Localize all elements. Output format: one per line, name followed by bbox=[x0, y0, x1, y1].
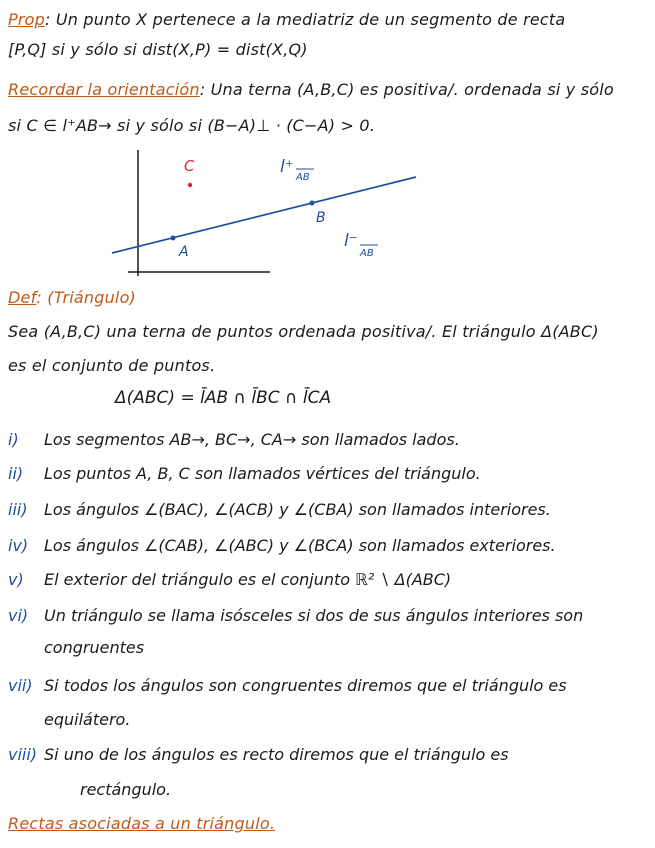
item-i-num: i) bbox=[8, 430, 19, 449]
def-title bbox=[8, 288, 136, 308]
half-plane-neg-label: l⁻ bbox=[344, 231, 358, 251]
item-iii-num: iii) bbox=[8, 500, 28, 519]
recordar-text-1: : Una terna (A,B,C) es positiva/. ordenada si y sólo bbox=[199, 80, 614, 99]
half-plane-pos-label: l⁺ bbox=[280, 157, 294, 177]
item-iii bbox=[8, 500, 551, 520]
item-iv-text: Los ángulos ∠(CAB), ∠(ABC) y ∠(BCA) son llamados exteriores. bbox=[44, 536, 556, 555]
point-c-label: C bbox=[184, 157, 195, 175]
item-ii-num: ii) bbox=[8, 464, 24, 483]
item-iv bbox=[8, 536, 556, 556]
item-vi bbox=[8, 606, 583, 626]
prop-line-2: [P,Q] si y sólo si dist(X,P) = dist(X,Q) bbox=[8, 40, 308, 59]
def-line-1: Sea (A,B,C) una terna de puntos ordenada positiva/. El triángulo Δ(ABC) bbox=[8, 322, 599, 341]
item-i bbox=[8, 430, 460, 450]
item-v-num: v) bbox=[8, 570, 24, 589]
item-i-text: Los segmentos AB→, BC→, CA→ son llamados lados. bbox=[44, 430, 460, 449]
item-vi-num: vi) bbox=[8, 606, 29, 625]
item-vii-num: vii) bbox=[8, 676, 33, 695]
item-ii-text: Los puntos A, B, C son llamados vértices del triángulo. bbox=[44, 464, 481, 483]
item-vii-cont: equilátero. bbox=[44, 710, 131, 729]
item-vii-text: Si todos los ángulos son congruentes diremos que el triángulo es bbox=[44, 676, 567, 695]
def-label: Def bbox=[8, 288, 37, 307]
item-v bbox=[8, 570, 451, 590]
prop-text-1: : Un punto X pertenece a la mediatriz de un segmento de recta bbox=[44, 10, 566, 29]
item-iv-num: iv) bbox=[8, 536, 29, 555]
half-plane-neg-sub: AB bbox=[360, 248, 374, 259]
orientation-figure bbox=[100, 150, 430, 285]
point-a-label: A bbox=[179, 244, 189, 260]
prop-line-1 bbox=[8, 10, 565, 30]
item-vi-cont: congruentes bbox=[44, 638, 145, 657]
def-line-2: es el conjunto de puntos. bbox=[8, 356, 216, 375]
item-v-text: El exterior del triángulo es el conjunto ℝ² ∖ Δ(ABC) bbox=[44, 570, 452, 589]
point-c bbox=[188, 183, 192, 187]
item-viii bbox=[8, 745, 509, 765]
item-ii bbox=[8, 464, 481, 484]
item-vi-text: Un triángulo se llama isósceles si dos de sus ángulos interiores son bbox=[44, 606, 584, 625]
triangle-formula: Δ(ABC) = l̄AB ∩ l̄BC ∩ l̄CA bbox=[115, 388, 332, 408]
prop-label: Prop bbox=[8, 10, 45, 29]
recordar-label: Recordar la orientación bbox=[8, 80, 200, 99]
rectas-heading bbox=[8, 814, 275, 834]
item-viii-cont: rectángulo. bbox=[80, 780, 172, 799]
point-a bbox=[171, 236, 176, 241]
item-iii-text: Los ángulos ∠(BAC), ∠(ACB) y ∠(CBA) son llamados interiores. bbox=[44, 500, 551, 519]
half-plane-pos-sub: AB bbox=[296, 172, 310, 183]
recordar-line-1 bbox=[8, 80, 614, 100]
recordar-line-2: si C ∈ l⁺AB→ si y sólo si (B−A)⊥ · (C−A) > 0. bbox=[8, 116, 376, 135]
line-ab bbox=[112, 177, 416, 253]
point-b-label: B bbox=[316, 210, 326, 226]
point-b bbox=[310, 201, 315, 206]
item-vii bbox=[8, 676, 567, 696]
rectas-label: Rectas asociadas a un triángulo. bbox=[8, 814, 276, 833]
def-title-rest: : (Triángulo) bbox=[36, 288, 136, 307]
item-viii-num: viii) bbox=[8, 745, 38, 764]
item-viii-text: Si uno de los ángulos es recto diremos que el triángulo es bbox=[44, 745, 509, 764]
